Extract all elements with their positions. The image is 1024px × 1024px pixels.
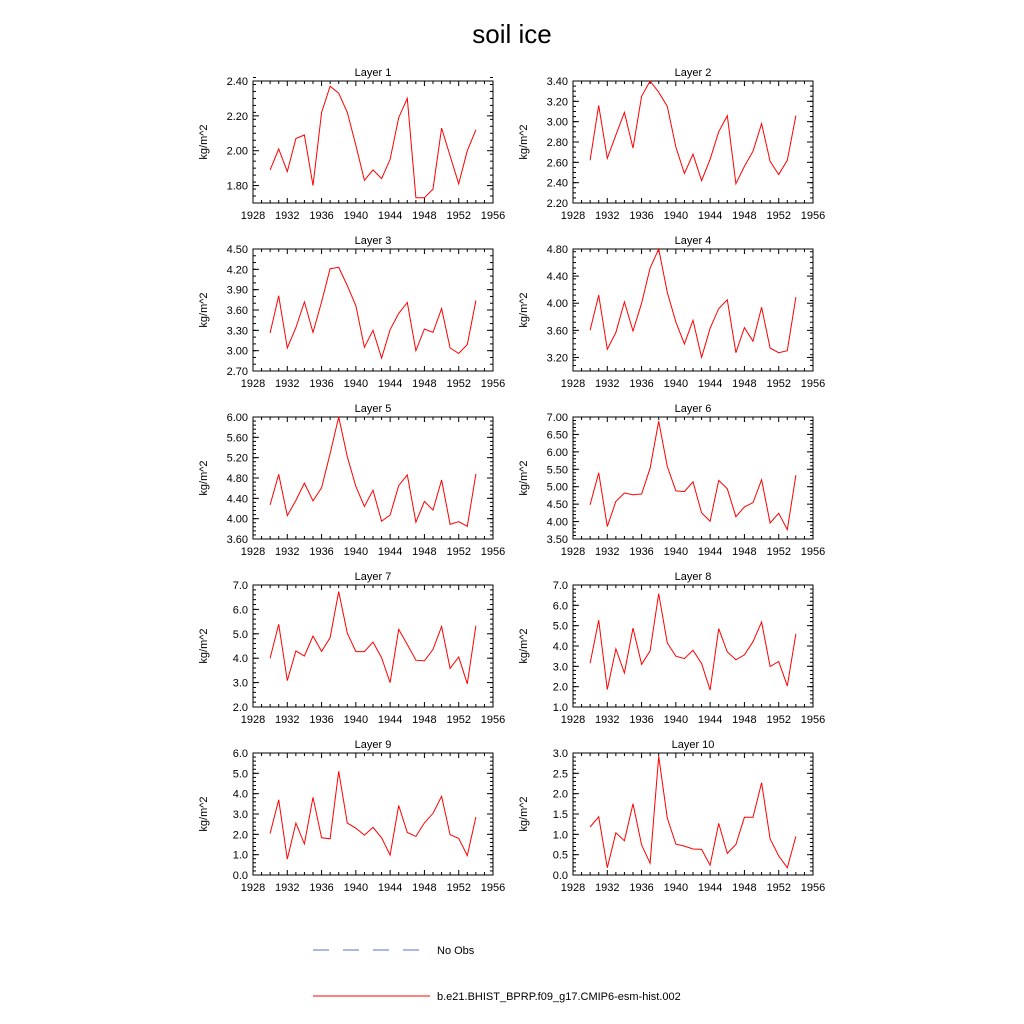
x-tick-label: 1944 [697,210,723,222]
y-tick-label: 0.0 [552,870,568,882]
x-tick-label: 1940 [663,210,689,222]
y-tick-label: 4.20 [226,264,248,277]
x-tick-label: 1936 [309,378,334,390]
y-tick-label: 4.0 [552,641,568,653]
y-tick-label: 3.20 [546,96,568,109]
y-tick-label: 4.40 [546,271,568,284]
x-tick-label: 1940 [343,714,369,726]
x-tick-label: 1940 [663,546,689,558]
x-tick-label: 1952 [446,378,471,390]
y-tick-label: 2.70 [226,366,248,378]
x-tick-label: 1940 [663,378,689,390]
panel-layer-8 [518,571,825,726]
panel-grid [198,67,825,894]
x-tick-label: 1956 [800,378,826,390]
series-line [590,81,796,184]
panel-layer-5 [198,403,505,558]
x-tick-label: 1948 [732,882,757,894]
panel-layer-9 [198,739,505,894]
y-tick-label: 4.00 [546,516,568,529]
plot-frame [253,753,493,875]
x-tick-label: 1932 [595,882,620,894]
y-tick-label: 3.00 [546,116,568,129]
panel-title: Layer 9 [354,739,392,751]
x-tick-label: 1948 [412,378,437,390]
panel-layer-2 [518,67,825,222]
x-tick-label: 1952 [766,714,791,726]
y-tick-label: 7.00 [546,412,568,424]
x-tick-label: 1932 [595,546,620,558]
x-tick-label: 1936 [629,378,654,390]
panel-layer-10 [518,739,825,894]
x-tick-label: 1952 [766,882,791,894]
y-tick-label: 3.60 [546,325,568,338]
y-tick-label: 2.0 [552,788,568,801]
x-tick-label: 1928 [560,210,586,222]
y-tick-label: 4.80 [546,244,568,256]
y-tick-label: 3.60 [226,305,248,317]
x-tick-label: 1928 [560,714,586,726]
x-tick-label: 1944 [697,378,723,390]
y-tick-label: 2.0 [552,681,568,694]
panel-layer-6 [518,403,825,558]
x-tick-label: 1952 [766,378,791,390]
y-tick-label: 2.20 [546,198,568,210]
x-tick-label: 1948 [412,210,437,222]
y-tick-label: 1.5 [552,809,568,821]
y-tick-label: 4.0 [232,788,248,801]
series-line [270,86,476,198]
y-tick-label: 3.90 [226,284,248,297]
x-tick-label: 1944 [697,546,723,558]
panel-title: Layer 5 [354,403,392,415]
y-tick-label: 5.0 [232,768,248,781]
y-tick-label: 3.40 [546,76,568,88]
y-tick-label: 1.0 [552,702,568,714]
x-tick-label: 1936 [309,546,334,558]
x-tick-label: 1928 [560,546,586,558]
y-tick-label: 6.50 [546,429,568,442]
y-axis-label: kg/m^2 [518,460,530,496]
x-tick-label: 1936 [629,882,654,894]
x-tick-label: 1956 [480,210,506,222]
x-tick-label: 1944 [377,210,403,222]
y-tick-label: 6.0 [232,748,248,760]
y-tick-label: 5.0 [552,620,568,633]
series-line [270,267,476,358]
x-tick-label: 1928 [240,378,266,390]
panel-layer-3 [198,235,505,390]
y-axis-label: kg/m^2 [198,796,210,832]
plot-frame [573,585,813,707]
y-tick-label: 4.50 [226,244,248,256]
x-tick-label: 1936 [309,714,334,726]
x-tick-label: 1932 [595,210,620,222]
x-tick-label: 1948 [412,714,437,726]
x-tick-label: 1952 [446,714,471,726]
x-tick-label: 1956 [800,714,826,726]
x-tick-label: 1936 [629,546,654,558]
x-tick-label: 1940 [663,714,689,726]
y-tick-label: 6.0 [552,600,568,613]
x-tick-label: 1944 [697,714,723,726]
x-tick-label: 1940 [663,882,689,894]
y-tick-label: 3.50 [546,534,568,546]
series-line [590,249,796,357]
y-tick-label: 2.60 [546,157,568,170]
x-tick-label: 1948 [732,378,757,390]
legend-no-obs-label: No Obs [437,945,475,957]
x-tick-label: 1948 [732,714,757,726]
x-tick-label: 1956 [800,882,826,894]
y-tick-label: 6.0 [232,604,248,617]
y-axis-label: kg/m^2 [518,796,530,832]
y-tick-label: 5.50 [546,464,568,477]
x-tick-label: 1944 [377,882,403,894]
y-tick-label: 1.80 [226,180,248,193]
y-axis-label: kg/m^2 [198,124,210,160]
panel-title: Layer 4 [674,235,712,247]
x-tick-label: 1928 [240,882,266,894]
figure-title: soil ice [472,19,552,49]
plot-frame [573,753,813,875]
y-tick-label: 0.0 [232,870,248,882]
x-tick-label: 1936 [309,882,334,894]
x-tick-label: 1936 [629,714,654,726]
y-tick-label: 7.0 [232,580,248,592]
series-line [590,594,796,690]
plot-frame [253,81,493,203]
x-tick-label: 1948 [412,546,437,558]
panel-title: Layer 1 [354,67,392,79]
panel-title: Layer 10 [671,739,715,751]
series-line [270,771,476,859]
x-tick-label: 1928 [240,210,266,222]
x-tick-label: 1952 [446,210,471,222]
y-tick-label: 0.5 [552,849,568,862]
x-tick-label: 1932 [275,546,300,558]
x-tick-label: 1956 [800,210,826,222]
plot-frame [253,585,493,707]
x-tick-label: 1956 [480,714,506,726]
panel-title: Layer 6 [674,403,712,415]
panel-title: Layer 3 [354,235,392,247]
y-tick-label: 3.20 [546,352,568,365]
y-tick-label: 3.0 [552,661,568,674]
y-tick-label: 2.40 [226,76,248,88]
plot-frame [573,249,813,371]
y-tick-label: 4.0 [232,653,248,666]
x-tick-label: 1936 [629,210,654,222]
y-tick-label: 1.0 [552,829,568,842]
x-tick-label: 1932 [595,378,620,390]
y-tick-label: 3.30 [226,325,248,338]
y-tick-label: 1.0 [232,849,248,862]
x-tick-label: 1952 [766,546,791,558]
series-line [590,421,796,529]
y-tick-label: 2.80 [546,137,568,149]
x-tick-label: 1944 [377,546,403,558]
y-tick-label: 5.60 [226,432,248,445]
y-tick-label: 4.80 [226,473,248,485]
x-tick-label: 1940 [343,210,369,222]
y-tick-label: 2.0 [232,702,248,714]
y-axis-label: kg/m^2 [518,124,530,160]
x-tick-label: 1940 [343,378,369,390]
y-tick-label: 2.40 [546,177,568,190]
panel-title: Layer 7 [354,571,392,583]
panel-title: Layer 8 [674,571,712,583]
y-axis-label: kg/m^2 [518,628,530,664]
x-tick-label: 1944 [377,378,403,390]
y-tick-label: 2.5 [552,768,568,781]
x-tick-label: 1948 [732,210,757,222]
y-tick-label: 3.60 [226,534,248,546]
x-tick-label: 1956 [800,546,826,558]
y-tick-label: 3.0 [232,809,248,821]
y-tick-label: 4.00 [226,513,248,526]
y-tick-label: 4.50 [546,499,568,512]
x-tick-label: 1932 [595,714,620,726]
x-tick-label: 1948 [732,546,757,558]
x-tick-label: 1940 [343,882,369,894]
x-tick-label: 1936 [309,210,334,222]
x-tick-label: 1956 [480,378,506,390]
y-tick-label: 5.20 [226,452,248,465]
y-tick-label: 5.0 [232,628,248,641]
panel-layer-4 [518,235,825,390]
x-tick-label: 1928 [560,882,586,894]
y-tick-label: 3.0 [232,677,248,690]
series-line [270,592,476,684]
x-tick-label: 1928 [560,378,586,390]
y-axis-label: kg/m^2 [198,292,210,328]
panel-layer-1 [198,67,505,222]
legend [313,945,681,1003]
y-tick-label: 7.0 [552,580,568,592]
y-tick-label: 6.00 [226,412,248,424]
x-tick-label: 1928 [240,546,266,558]
y-tick-label: 3.0 [552,748,568,760]
y-tick-label: 3.00 [226,345,248,358]
x-tick-label: 1956 [480,882,506,894]
x-tick-label: 1932 [275,882,300,894]
y-tick-label: 2.00 [226,145,248,158]
x-tick-label: 1928 [240,714,266,726]
x-tick-label: 1956 [480,546,506,558]
y-tick-label: 4.00 [546,298,568,311]
x-tick-label: 1944 [697,882,723,894]
x-tick-label: 1940 [343,546,369,558]
plot-frame [573,81,813,203]
y-tick-label: 2.20 [226,110,248,123]
x-tick-label: 1932 [275,378,300,390]
series-line [270,417,476,526]
y-tick-label: 4.40 [226,493,248,506]
y-axis-label: kg/m^2 [198,628,210,664]
x-tick-label: 1932 [275,714,300,726]
y-tick-label: 5.00 [546,481,568,494]
legend-model-label: b.e21.BHIST_BPRP.f09_g17.CMIP6-esm-hist.002 [437,991,681,1003]
panel-title: Layer 2 [674,67,712,79]
y-axis-label: kg/m^2 [518,292,530,328]
series-line [590,756,796,867]
panel-layer-7 [198,571,505,726]
x-tick-label: 1948 [412,882,437,894]
y-axis-label: kg/m^2 [198,460,210,496]
y-tick-label: 2.0 [232,829,248,842]
plot-frame [253,417,493,539]
x-tick-label: 1952 [446,882,471,894]
x-tick-label: 1952 [766,210,791,222]
x-tick-label: 1944 [377,714,403,726]
x-tick-label: 1932 [275,210,300,222]
y-tick-label: 6.00 [546,446,568,459]
x-tick-label: 1952 [446,546,471,558]
